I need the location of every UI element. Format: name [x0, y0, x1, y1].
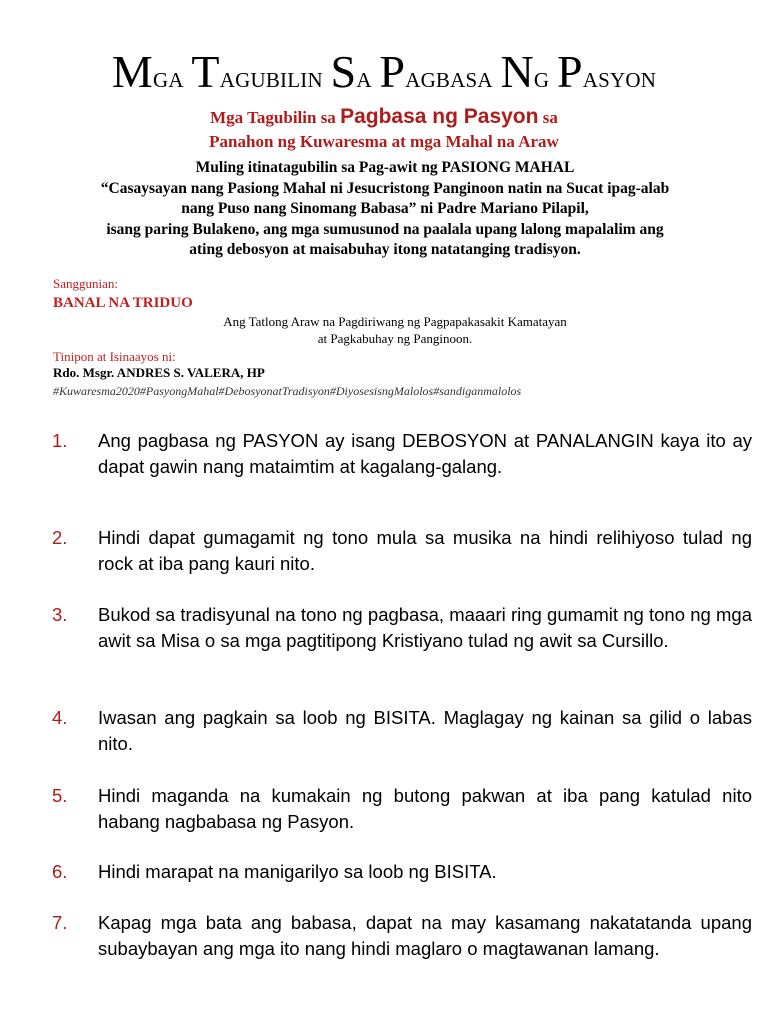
intro-line: Muling itinatagubilin sa Pag-awit ng PASIONG MAHAL [195, 159, 575, 176]
item-number: 5. [52, 785, 68, 806]
item-text: Kapag mga bata ang babasa, dapat na may kasamang nakatatanda upang subaybayan ang mga ito nang hindi maglaro o magtawanan lamang. [98, 912, 752, 959]
reference-description-line: Ang Tatlong Araw na Pagdiriwang ng Pagpapakasakit Kamatayan [223, 314, 567, 329]
subtitle-line-1: Mga Tagubilin sa Pagbasa ng Pasyon sa [210, 105, 558, 128]
subtitle-line-2: Panahon ng Kuwaresma at mga Mahal na Araw [209, 132, 559, 151]
item-number: 2. [52, 527, 68, 548]
item-text: Hindi marapat na manigarilyo sa loob ng BISITA. [98, 861, 497, 882]
reference-description-line: at Pagkabuhay ng Panginoon. [317, 331, 473, 346]
subtitle [0, 105, 768, 154]
item-text: Iwasan ang pagkain sa loob ng BISITA. Maglagay ng kainan sa gilid o labas nito. [98, 707, 752, 754]
compiled-by-label: Tinipon at Isinaayos ni: [53, 349, 176, 364]
title-word-6: Pasyon [556, 46, 657, 97]
item-number: 7. [52, 912, 68, 933]
title-word-1: Mga [111, 46, 184, 97]
reference-title: BANAL NA TRIDUO [53, 295, 193, 311]
reference-label: Sanggunian: [53, 276, 118, 291]
intro-paragraph [40, 158, 730, 261]
title-word-4: Pagbasa [379, 46, 493, 97]
hashtags: #Kuwaresma2020#PasyongMahal#DebosyonatTradisyon#DiyosesisngMalolos#sandiganmalolos [53, 384, 522, 398]
item-text: Hindi dapat gumagamit ng tono mula sa musika na hindi relihiyoso tulad ng rock at iba pang kauri nito. [98, 527, 752, 574]
item-text: Ang pagbasa ng PASYON ay isang DEBOSYON at PANALANGIN kaya ito ay dapat gawin nang mataimtim at kagalang-galang. [98, 430, 752, 477]
item-text: Hindi maganda na kumakain ng butong pakwan at iba pang katulad nito habang nagbabasa ng Pasyon. [98, 785, 752, 832]
reference-description [130, 313, 660, 347]
item-number: 4. [52, 707, 68, 728]
intro-line: “Casaysayan nang Pasiong Mahal ni Jesucristong Panginoon natin na Sucat ipag-alab [100, 179, 670, 197]
title-word-2: Tagubilin [191, 46, 323, 97]
item-number: 3. [52, 604, 68, 625]
intro-line: ating debosyon at maisabuhay itong natatanging tradisyon. [189, 241, 581, 258]
intro-line: isang paring Bulakeno, ang mga sumusunod na paalala upang lalong mapalalim ang [106, 220, 664, 238]
item-text: Bukod sa tradisyunal na tono ng pagbasa, maaari ring gumamit ng tono ng mga awit sa Misa o sa mga pagtitipong Kristiyano tulad ng awit sa Cursillo. [98, 604, 752, 651]
intro-line: nang Puso nang Sinomang Babasa” ni Padre Mariano Pilapil, [181, 200, 589, 217]
author-name: Rdo. Msgr. ANDRES S. VALERA, HP [53, 365, 265, 380]
title-word-5: Ng [500, 46, 550, 97]
page-title [0, 48, 768, 102]
item-number: 6. [52, 861, 68, 882]
item-number: 1. [52, 430, 68, 451]
title-word-3: Sa [330, 46, 372, 97]
